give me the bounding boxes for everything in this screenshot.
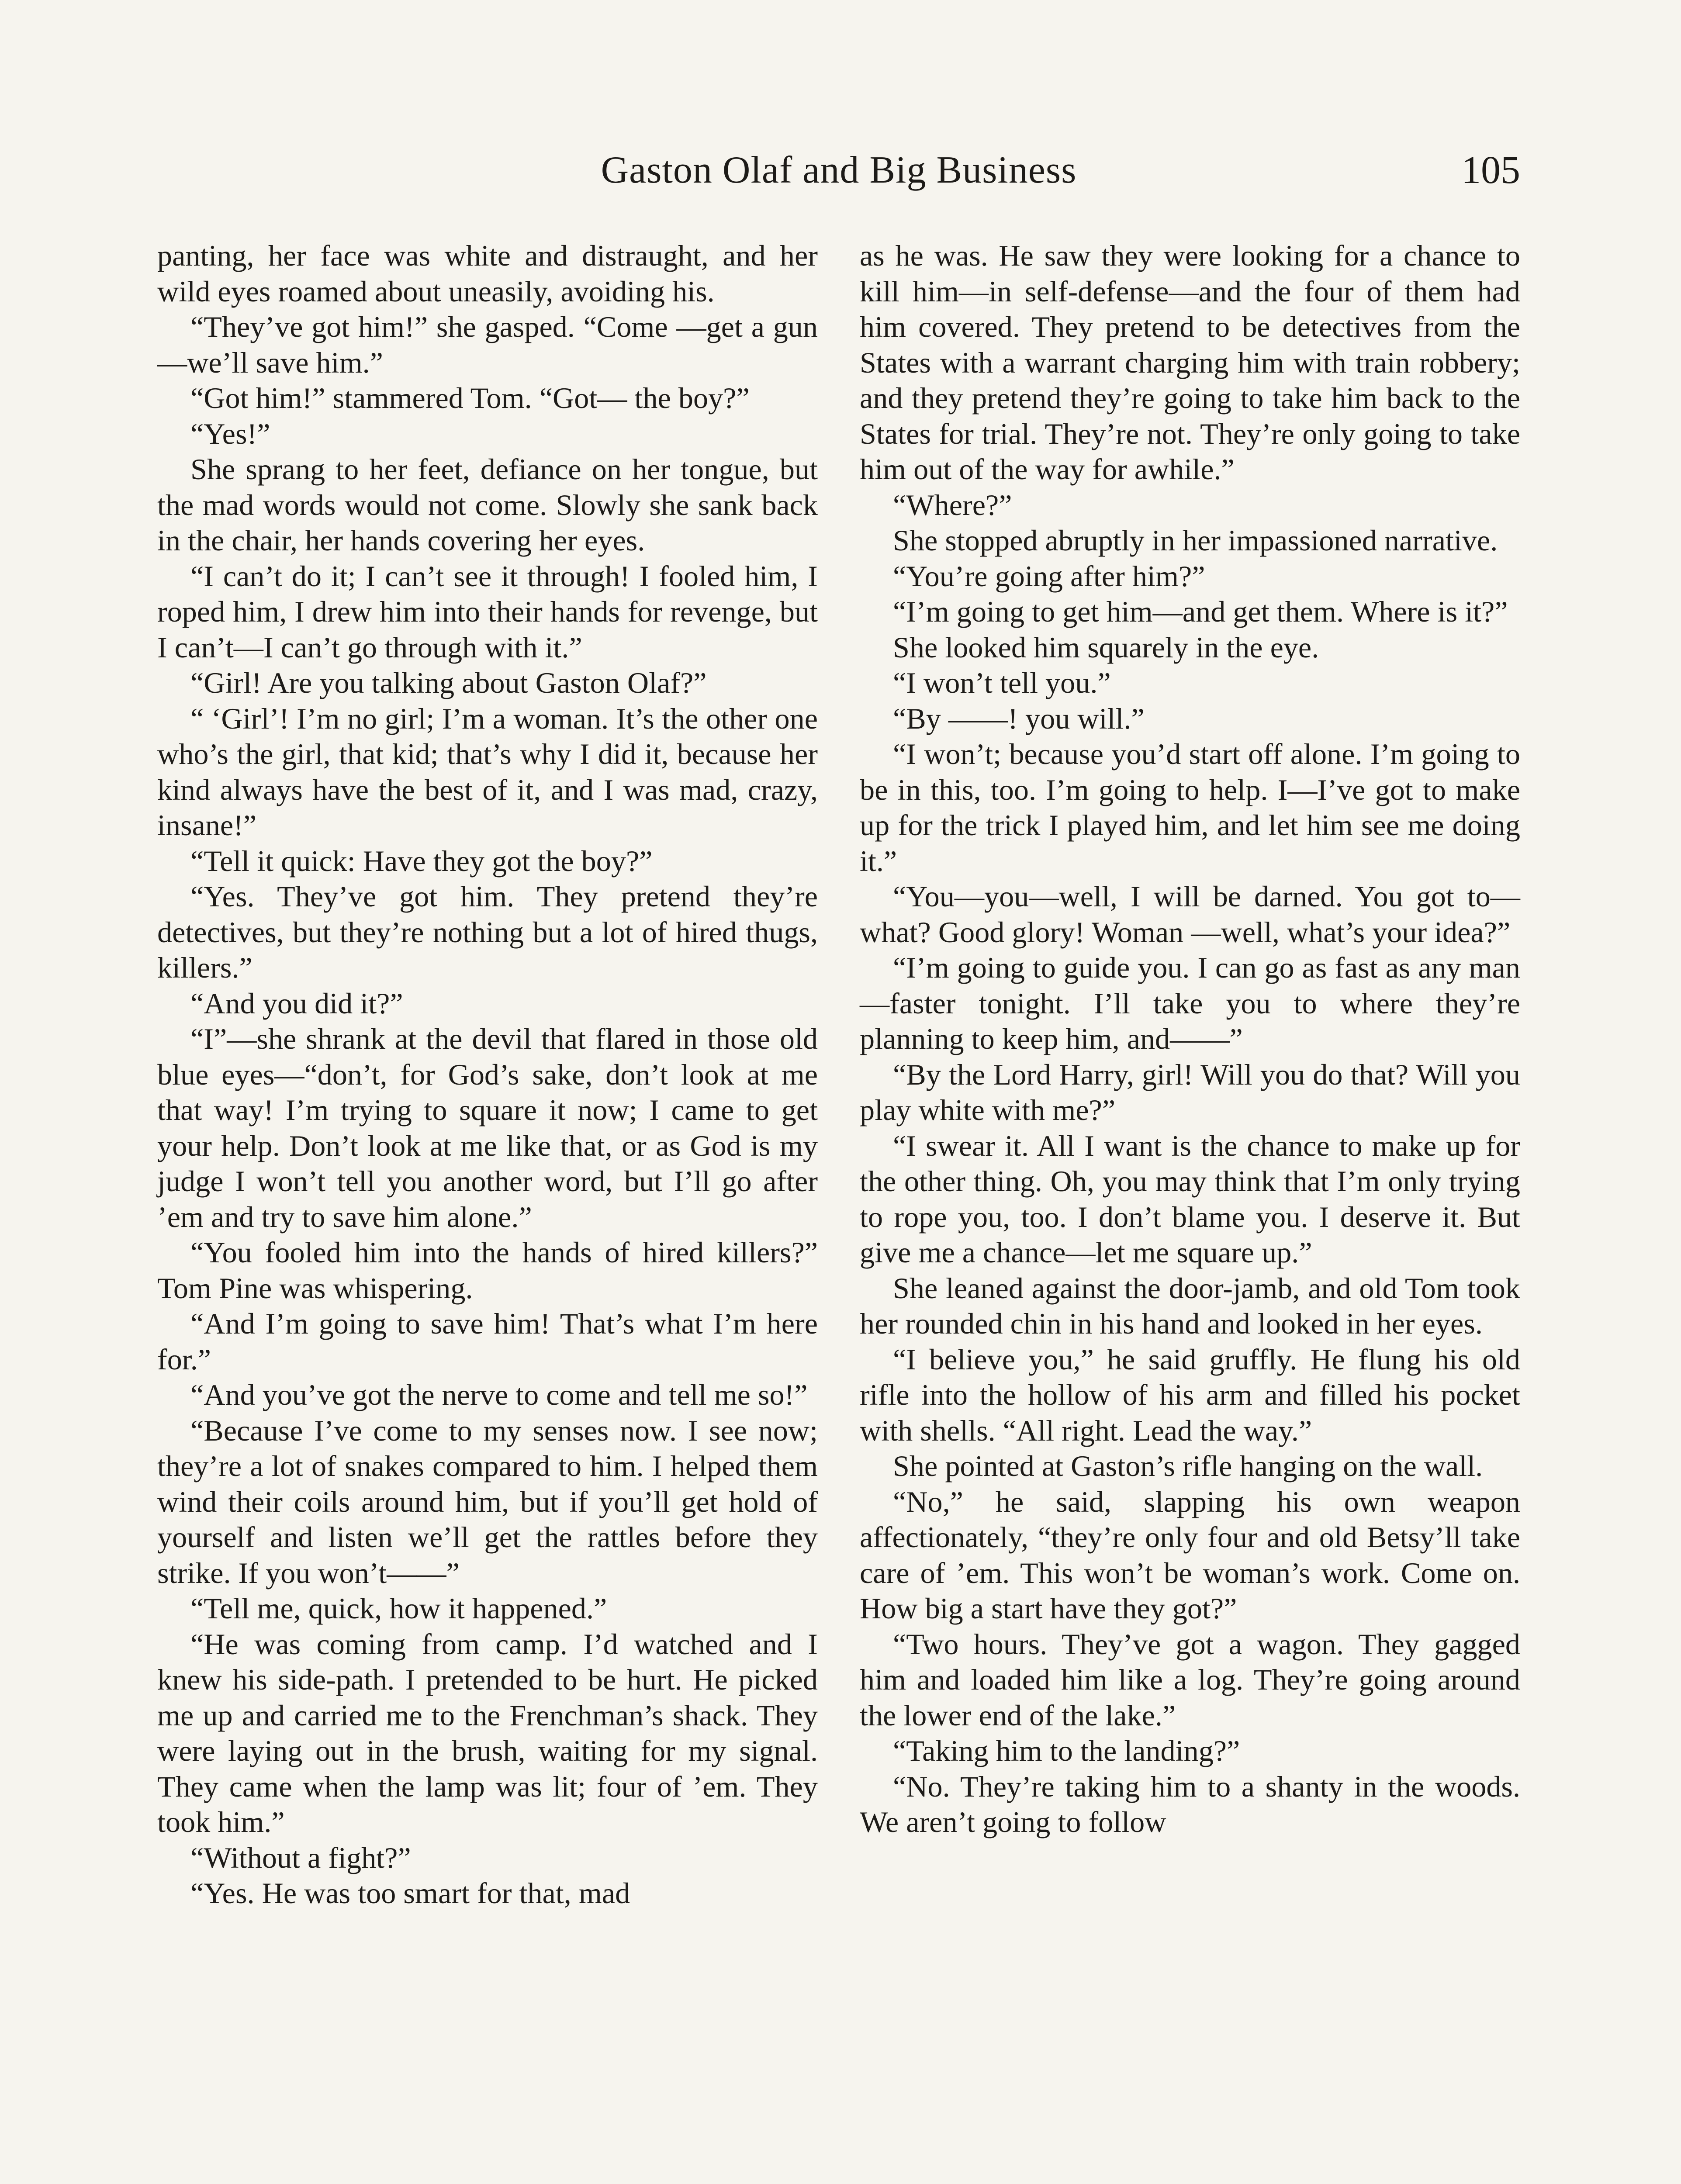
paragraph: “Yes. They’ve got him. They pretend they’re detectives, but they’re nothing but a lot of hired thugs, killers.” — [157, 880, 818, 984]
paragraph: “Because I’ve come to my senses now. I see now; they’re a lot of snakes compared to him. I helped them wind their coils around him, but if you’ll get hold of yourself and listen we’ll get the rattles before they strike. If you won’t——” — [157, 1413, 818, 1590]
paragraph: She stopped abruptly in her impassioned narrative. — [893, 524, 1498, 557]
paragraph: “Girl! Are you talking about Gaston Olaf?” — [190, 666, 707, 699]
paragraph: “ ‘Girl’! I’m no girl; I’m a woman. It’s the other one who’s the girl, that kid; that’s why I did it, because her kind always have the best of it, and I was mad, crazy, insane!” — [157, 702, 818, 842]
paragraph: “You fooled him into the hands of hired killers?” Tom Pine was whispering. — [157, 1236, 818, 1305]
paragraph: “I can’t do it; I can’t see it through! I fooled him, I roped him, I drew him into their hands for revenge, but I can’t—I can’t go through with it.” — [157, 559, 818, 664]
paragraph: “Taking him to the landing?” — [893, 1734, 1240, 1767]
paragraph: “He was coming from camp. I’d watched and I knew his side-path. I pretended to be hurt. He picked me up and carried me to the Frenchman’s shack. They were laying out in the brush, waiting for my signal. They came when the lamp was lit; four of ’em. They took him.” — [157, 1627, 818, 1838]
paragraph: “You’re going after him?” — [893, 559, 1205, 593]
paragraph: “And you did it?” — [190, 986, 403, 1020]
paragraph: as he was. He saw they were looking for a chance to kill him—in self-defense—and the four of them had him covered. They pretend to be detectives from the States with a warrant charging him with train robbery; and they pretend they’re going to take him back to the States for trial. They’re not. They’re only going to take him out of the way for awhile.” — [860, 239, 1520, 486]
paragraph: “No,” he said, slapping his own weapon affectionately, “they’re only four and old Betsy’ll take care of ’em. This won’t be woman’s work. Come on. How big a start have they got?” — [860, 1485, 1520, 1625]
paragraph: “And you’ve got the nerve to come and tell me so!” — [190, 1378, 808, 1411]
paragraph: “By ——! you will.” — [893, 702, 1145, 735]
paragraph: “I won’t tell you.” — [893, 666, 1111, 699]
paragraph: “I won’t; because you’d start off alone. I’m going to be in this, too. I’m going to help. I—I’ve got to make up for the trick I played him, and let him see me doing it.” — [860, 737, 1520, 878]
right-column — [860, 238, 1520, 1840]
paragraph: “I’m going to get him—and get them. Where is it?” — [893, 595, 1508, 628]
paragraph: She leaned against the door-jamb, and old Tom took her rounded chin in his hand and looked in her eyes. — [860, 1271, 1520, 1340]
running-head — [157, 144, 1520, 197]
paragraph: “By the Lord Harry, girl! Will you do that? Will you play white with me?” — [860, 1057, 1520, 1127]
running-title: Gaston Olaf and Big Business — [601, 149, 1077, 191]
paragraph: “Tell it quick: Have they got the boy?” — [190, 844, 653, 878]
paragraph: “You—you—well, I will be darned. You got to—what? Good glory! Woman —well, what’s your idea?” — [860, 880, 1520, 949]
paragraph: “Yes!” — [190, 417, 270, 450]
paragraph: “Two hours. They’ve got a wagon. They gagged him and loaded him like a log. They’re going around the lower end of the lake.” — [860, 1627, 1520, 1732]
paragraph: “I swear it. All I want is the chance to make up for the other thing. Oh, you may think that I’m only trying to rope you, too. I don’t blame you. I deserve it. But give me a chance—let me square up.” — [860, 1129, 1520, 1269]
paragraph: “I’m going to guide you. I can go as fast as any man—faster tonight. I’ll take you to where they’re planning to keep him, and——” — [860, 951, 1520, 1055]
paragraph: “Without a fight?” — [190, 1841, 411, 1874]
paragraph: “I”—she shrank at the devil that flared in those old blue eyes—“don’t, for God’s sake, don’t look at me that way! I’m trying to square it now; I came to get your help. Don’t look at me like that, or as God is my judge I won’t tell you another word, but I’ll go after ’em and try to save him alone.” — [157, 1022, 818, 1234]
paragraph: “Yes. He was too smart for that, mad — [190, 1876, 630, 1910]
paragraph: “No. They’re taking him to a shanty in the woods. We aren’t going to follow — [860, 1769, 1520, 1838]
paragraph: “Tell me, quick, how it happened.” — [190, 1592, 607, 1625]
paragraph: She looked him squarely in the eye. — [893, 630, 1319, 664]
left-column — [157, 238, 818, 1911]
paragraph: “And I’m going to save him! That’s what I’m here for.” — [157, 1307, 818, 1376]
paragraph: panting, her face was white and distraught, and her wild eyes roamed about uneasily, avoiding his. — [157, 239, 818, 308]
page-number: 105 — [1461, 149, 1520, 192]
paragraph: “Where?” — [893, 488, 1012, 522]
paragraph: “Got him!” stammered Tom. “Got— the boy?” — [190, 381, 750, 415]
paragraph: “They’ve got him!” she gasped. “Come —get a gun—we’ll save him.” — [157, 310, 818, 379]
paragraph: She pointed at Gaston’s rifle hanging on the wall. — [893, 1449, 1483, 1482]
paragraph: She sprang to her feet, defiance on her tongue, but the mad words would not come. Slowly she sank back in the chair, her hands covering her eyes. — [157, 453, 818, 557]
paragraph: “I believe you,” he said gruffly. He flung his old rifle into the hollow of his arm and filled his pocket with shells. “All right. Lead the way.” — [860, 1342, 1520, 1447]
